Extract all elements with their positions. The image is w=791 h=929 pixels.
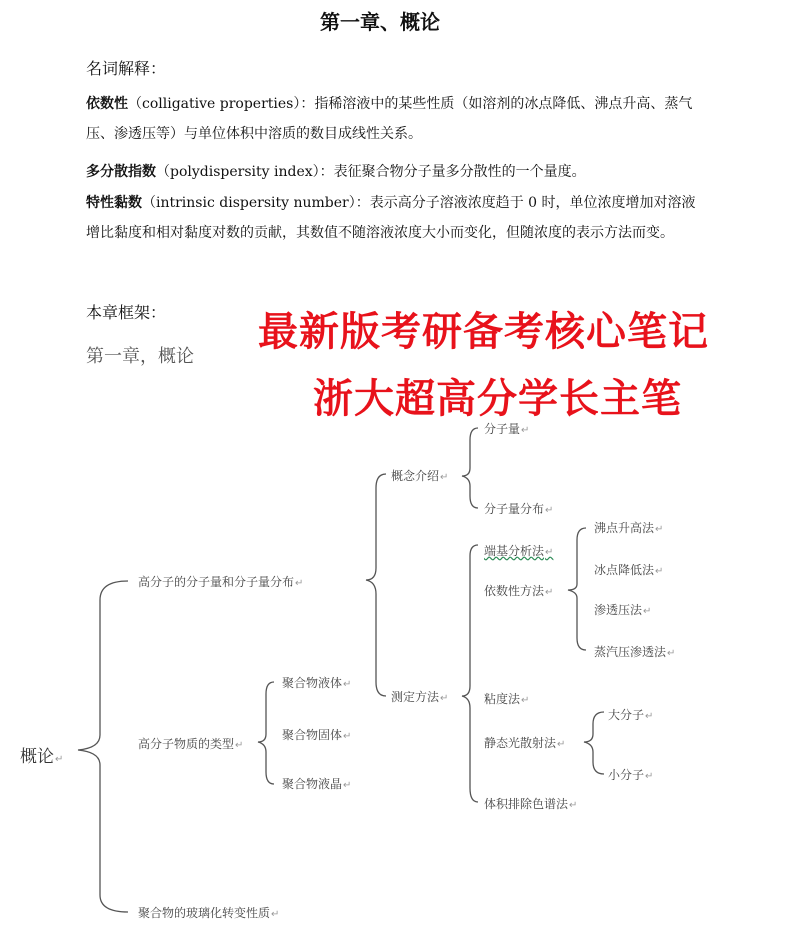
promo-banner-line1: 最新版考研备考核心笔记 bbox=[258, 309, 709, 355]
measure-bracket bbox=[462, 545, 478, 802]
concept-bracket bbox=[462, 428, 478, 508]
node-vapor-osmometry: 蒸汽压渗透法↵ bbox=[594, 645, 676, 659]
node-light-scattering: 静态光散射法↵ bbox=[484, 736, 566, 750]
node-molecular-weight: 高分子的分子量和分子量分布↵ bbox=[138, 575, 304, 589]
node-polymer-liquid-crystal: 聚合物液晶↵ bbox=[282, 777, 352, 791]
node-molecular-weight-leaf: 分子量↵ bbox=[484, 422, 530, 436]
glossary-definition: （polydispersity index）：表征聚合物分子量多分散性的一个量度。 bbox=[156, 164, 586, 180]
node-colligative: 依数性方法↵ bbox=[484, 584, 554, 598]
colligative-bracket bbox=[568, 528, 586, 650]
node-measure: 测定方法↵ bbox=[391, 690, 449, 704]
glossary-definition: （intrinsic dispersity number）：表示高分子溶液浓度趋于 0 时，单位浓度增加对溶液增比黏度和相对黏度对数的贡献，其数值不随溶液浓度大小而变化，但随浓度的表示方法而变。 bbox=[86, 195, 696, 241]
node-end-group: 端基分析法↵ bbox=[484, 544, 554, 558]
node-polymer-types: 高分子物质的类型↵ bbox=[138, 737, 244, 751]
mindmap-title: 第一章，概论 bbox=[86, 346, 194, 367]
node-viscosity: 粘度法↵ bbox=[484, 692, 530, 706]
glossary-term: 多分散指数 bbox=[86, 164, 156, 180]
node-size-exclusion: 体积排除色谱法↵ bbox=[484, 797, 578, 811]
glossary-term: 依数性 bbox=[86, 96, 128, 112]
glossary-heading: 名词解释： bbox=[86, 59, 167, 78]
page-title: 第一章、概论 bbox=[320, 10, 440, 34]
branch1-bracket bbox=[366, 474, 386, 696]
node-glass-transition: 聚合物的玻璃化转变性质↵ bbox=[138, 906, 280, 920]
node-mw-distribution-leaf: 分子量分布↵ bbox=[484, 502, 554, 516]
node-polymer-solid: 聚合物固体↵ bbox=[282, 728, 352, 742]
promo-banner-line2: 浙大超高分学长主笔 bbox=[313, 376, 682, 422]
node-freezing-point: 冰点降低法↵ bbox=[594, 563, 664, 577]
node-polymer-liquid: 聚合物液体↵ bbox=[282, 676, 352, 690]
types-bracket bbox=[258, 682, 274, 784]
light-bracket bbox=[584, 712, 604, 774]
mindmap-root: 概论↵ bbox=[20, 747, 64, 767]
node-small-molecule: 小分子↵ bbox=[608, 768, 654, 782]
node-boiling-point: 沸点升高法↵ bbox=[594, 521, 664, 535]
framework-heading: 本章框架： bbox=[86, 303, 167, 322]
node-concept: 概念介绍↵ bbox=[391, 469, 449, 483]
glossary-term: 特性黏数 bbox=[86, 195, 142, 211]
node-large-molecule: 大分子↵ bbox=[608, 708, 654, 722]
node-osmotic: 渗透压法↵ bbox=[594, 603, 652, 617]
glossary-definition: （colligative properties）：指稀溶液中的某些性质（如溶剂的冰点降低、沸点升高、蒸气压、渗透压等）与单位体积中溶质的数目成线性关系。 bbox=[86, 96, 693, 142]
root-bracket bbox=[78, 581, 128, 912]
